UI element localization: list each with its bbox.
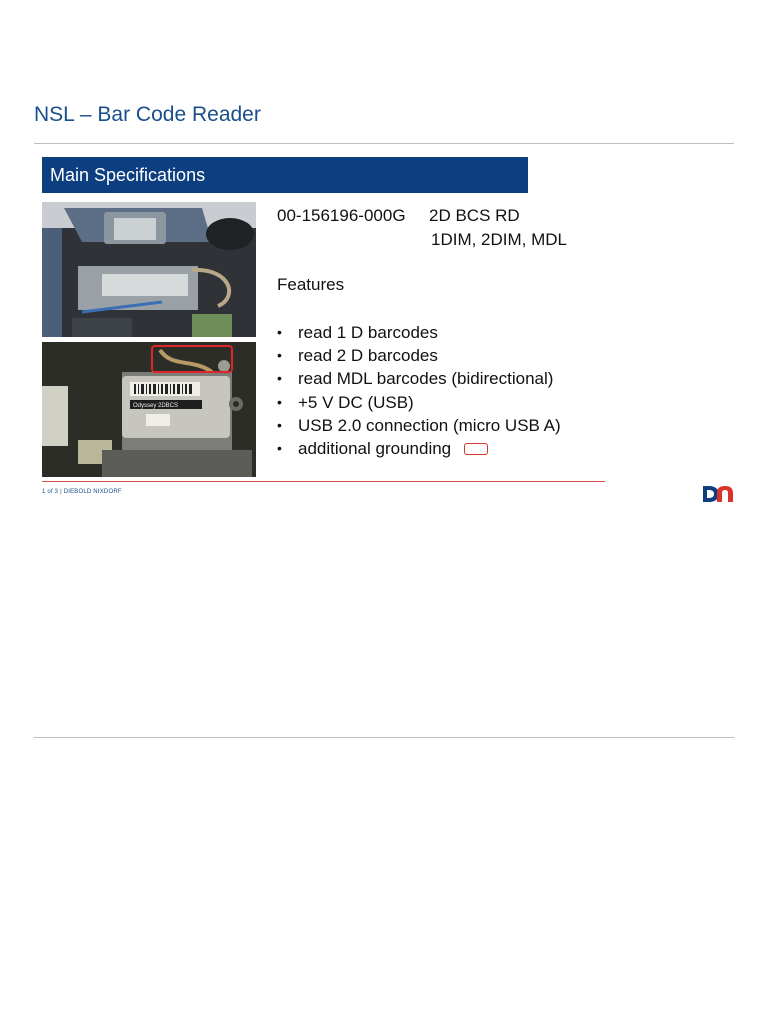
- part-variants: 1DIM, 2DIM, MDL: [431, 230, 568, 249]
- bullet-icon: •: [277, 347, 282, 364]
- part-line: [277, 206, 520, 226]
- feature-item: [277, 321, 561, 344]
- feature-text: read MDL barcodes (bidirectional): [298, 369, 554, 389]
- part-number: 00-156196-000G: [277, 206, 406, 225]
- page-title: NSL – Bar Code Reader: [34, 103, 261, 126]
- bullet-icon: •: [277, 393, 282, 410]
- diebold-nixdorf-logo-icon: [701, 484, 735, 504]
- header-divider: [34, 143, 734, 144]
- feature-text: read 2 D barcodes: [298, 346, 438, 366]
- feature-item: [277, 437, 561, 460]
- feature-list: [277, 321, 561, 460]
- grounding-highlight-icon: [464, 443, 488, 455]
- features-heading: Features: [277, 275, 345, 294]
- feature-item: [277, 391, 561, 414]
- page-footer: 1 of 3 | DIEBOLD NIXDORF: [42, 489, 122, 495]
- feature-text: +5 V DC (USB): [298, 392, 414, 412]
- bullet-icon: •: [277, 439, 282, 456]
- bullet-icon: •: [277, 370, 282, 387]
- reader-module-photo: [42, 342, 256, 477]
- page-bottom-divider: [34, 737, 734, 738]
- part-description: 2D BCS RD: [429, 206, 520, 225]
- feature-item: [277, 414, 561, 437]
- feature-text: USB 2.0 connection (micro USB A): [298, 415, 561, 435]
- bullet-icon: •: [277, 416, 282, 433]
- feature-text: additional grounding: [298, 438, 452, 458]
- feature-item: [277, 367, 561, 390]
- reader-housing-photo: [42, 202, 256, 337]
- bullet-icon: •: [277, 324, 282, 340]
- module-label-text: Odyssey 2DBCS: [133, 403, 179, 409]
- feature-text: read 1 D barcodes: [298, 323, 438, 342]
- feature-item: [277, 344, 561, 367]
- content-divider: [42, 481, 605, 482]
- section-banner: Main Specifications: [42, 157, 528, 193]
